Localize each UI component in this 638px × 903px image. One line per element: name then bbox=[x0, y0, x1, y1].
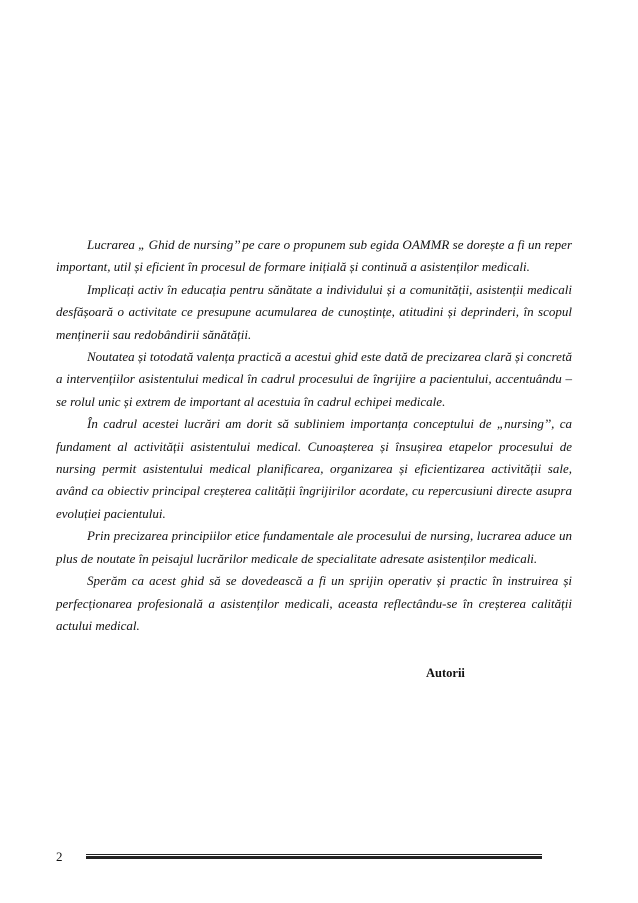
paragraph-6: Sperăm ca acest ghid să se dovedească a fi un sprijin operativ și practic în instruirea și perfecționarea profesională a asistenților medicali, aceasta reflectându-se în creșterea calității actului medical. bbox=[56, 573, 572, 633]
paragraph-2: Implicați activ în educația pentru sănătate a individului și a comunității, asistenții medicali desfășoară o activitate ce presupune acumularea de cunoștințe, atitudini și deprinderi, în scopul menținerii sau redobândirii sănătății. bbox=[56, 281, 572, 342]
page-number: 2 bbox=[56, 849, 63, 864]
paragraph-3: Noutatea și totodată valența practică a acestui ghid este dată de precizarea clară și concretă a intervențiilor asistentului medical în cadrul procesului de îngrijire a pacientului, accentuându – se rolul unic și extrem de important al acestuia în cadrul echipei medicale. bbox=[56, 349, 572, 409]
paragraph-5: Prin precizarea principiilor etice fundamentale ale procesului de nursing, lucrarea aduce un plus de noutate în peisajul lucrărilor medicale de specialitate adresate asistenților medicali. bbox=[56, 528, 572, 566]
footer-rule-thick bbox=[86, 857, 542, 859]
signature: Autorii bbox=[426, 666, 465, 680]
preface-body bbox=[56, 234, 572, 637]
paragraph-4: În cadrul acestei lucrări am dorit să subliniem importanța conceptului de „nursing’’, ca fundament al activității asistentului medical. Cunoașterea și însușirea etapelor procesului de nursing permit asistentului medical planificarea, organizarea și eficientizarea activității sale, având ca obiectiv principal creșterea calității îngrijirilor acordate, cu repercusiuni directe asupra evoluției pacientului. bbox=[56, 416, 572, 521]
paragraph-1: Lucrarea „ Ghid de nursing’’ pe care o propunem sub egida OAMMR se dorește a fi un reper important, util și eficient în procesul de formare inițială și continuă a asistenților medicali. bbox=[56, 237, 572, 275]
